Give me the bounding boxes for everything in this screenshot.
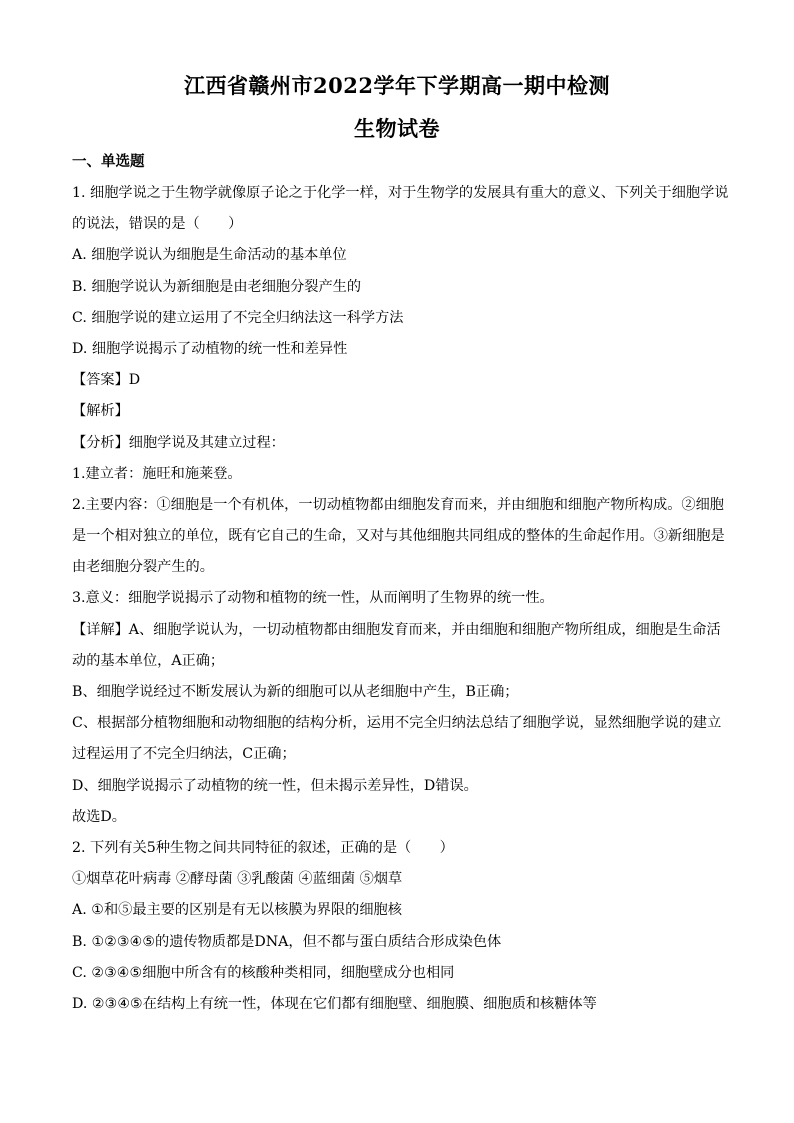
question-1-choice: 故选D。 xyxy=(72,808,126,825)
question-1-stem-line-2: 的说法，错误的是（ ） xyxy=(72,216,243,233)
question-2-option-c: C. ②③④⑤细胞中所含有的核酸种类相同，细胞壁成分也相同 xyxy=(72,964,455,981)
question-1-option-b: B. 细胞学说认为新细胞是由老细胞分裂产生的 xyxy=(72,278,362,295)
document-title: 江西省赣州市2022学年下学期高一期中检测 xyxy=(184,73,610,98)
question-1-analysis-label: 【解析】 xyxy=(72,403,129,420)
detail-a-line-2: 动的基本单位，A正确； xyxy=(72,652,225,669)
analysis-point-2-line-3: 由老细胞分裂产生的。 xyxy=(72,559,214,576)
analysis-heading: 【分析】细胞学说及其建立过程： xyxy=(72,434,285,451)
detail-a-line-1: 【详解】A、细胞学说认为，一切动植物都由细胞发育而来，并由细胞和细胞产物所组成，细胞是生命活 xyxy=(72,621,721,638)
question-1-option-a: A. 细胞学说认为细胞是生命活动的基本单位 xyxy=(72,247,347,264)
analysis-point-1: 1.建立者：施旺和施莱登。 xyxy=(72,465,242,482)
section-heading: 一、单选题 xyxy=(72,153,145,170)
document-subtitle: 生物试卷 xyxy=(354,116,440,141)
question-2-option-a: A. ①和⑤最主要的区别是有无以核膜为界限的细胞核 xyxy=(72,902,402,919)
detail-c-line-2: 过程运用了不完全归纳法，C正确； xyxy=(72,746,296,763)
question-1-answer: 【答案】D xyxy=(72,372,141,389)
question-1-option-d: D. 细胞学说揭示了动植物的统一性和差异性 xyxy=(72,340,348,357)
detail-c-line-1: C、根据部分植物细胞和动物细胞的结构分析，运用不完全归纳法总结了细胞学说，显然细胞学说的建立 xyxy=(72,715,722,732)
question-2-option-d: D. ②③④⑤在结构上有统一性，体现在它们都有细胞壁、细胞膜、细胞质和核糖体等 xyxy=(72,995,597,1012)
question-2-stem: 2. 下列有关5种生物之间共同特征的叙述，正确的是（ ） xyxy=(72,839,454,856)
question-2-organisms: ①烟草花叶病毒 ②酵母菌 ③乳酸菌 ④蓝细菌 ⑤烟草 xyxy=(72,871,403,888)
detail-b: B、细胞学说经过不断发展认为新的细胞可以从老细胞中产生，B正确； xyxy=(72,684,519,700)
question-2-option-b: B. ①②③④⑤的遗传物质都是DNA，但不都与蛋白质结合形成染色体 xyxy=(72,933,502,950)
document-body xyxy=(72,178,729,1020)
analysis-point-3: 3.意义：细胞学说揭示了动物和植物的统一性，从而阐明了生物界的统一性。 xyxy=(72,590,554,607)
analysis-point-2-line-1: 2.主要内容：①细胞是一个有机体，一切动植物都由细胞发育而来，并由细胞和细胞产物所构成。②细胞 xyxy=(72,496,724,513)
question-1-stem-line-1: 1. 细胞学说之于生物学就像原子论之于化学一样，对于生物学的发展具有重大的意义、下列关于细胞学说 xyxy=(72,185,729,201)
analysis-point-2-line-2: 是一个相对独立的单位，既有它自己的生命，又对与其他细胞共同组成的整体的生命起作用。③新细胞是 xyxy=(72,528,725,545)
question-1-option-c: C. 细胞学说的建立运用了不完全归纳法这一科学方法 xyxy=(72,309,404,326)
detail-d: D、细胞学说揭示了动植物的统一性，但未揭示差异性，D错误。 xyxy=(72,777,478,794)
